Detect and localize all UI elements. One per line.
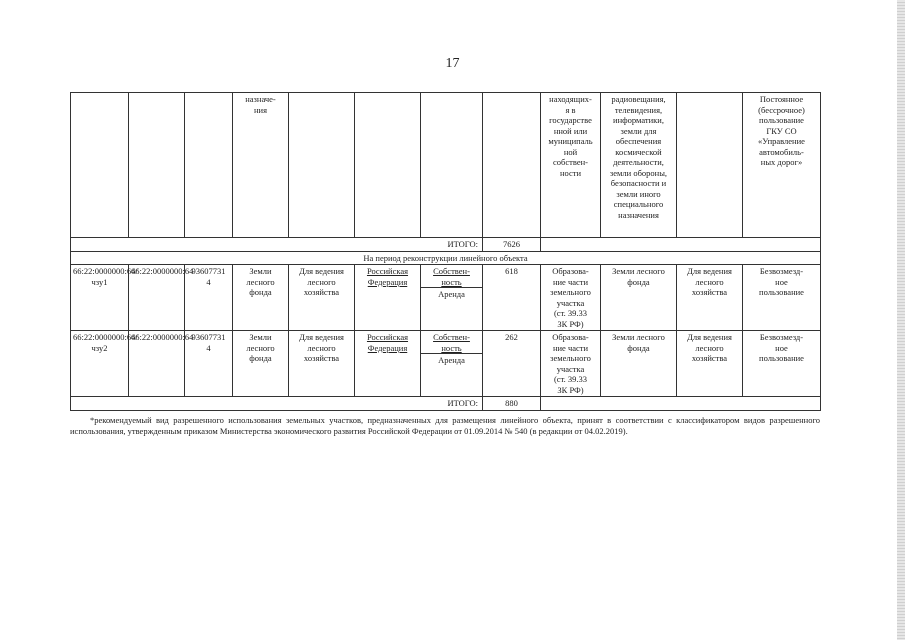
table-cell: Собствен- ность Аренда — [421, 331, 483, 397]
total-label: ИТОГО: — [71, 397, 483, 411]
rental-subcell: Аренда — [421, 287, 482, 300]
table-cell: Российская Федерация — [355, 265, 421, 331]
table-cell: Постоянное (бессрочное) пользование ГКУ СО «Управление автомобиль- ных дорог» — [743, 93, 821, 238]
table-cell: находящих- я в государстве нной или муниципаль ной собствен- ности — [541, 93, 601, 238]
table-cell: Для ведения лесного хозяйства — [289, 331, 355, 397]
table-cell: Земли лесного фонда — [233, 265, 289, 331]
table-cell: 66:22:0000000:64/чзу1 — [71, 265, 129, 331]
page-number: 17 — [445, 56, 460, 71]
table-row — [71, 265, 821, 331]
table-cell: 93607731 4 — [185, 265, 233, 331]
total-label: ИТОГО: — [71, 238, 483, 252]
table-cell: Для ведения лесного хозяйства — [289, 265, 355, 331]
total-value: 880 — [483, 397, 541, 411]
table-cell: Российская Федерация — [355, 331, 421, 397]
table-cell: Для ведения лесного хозяйства — [677, 331, 743, 397]
section-row — [71, 251, 821, 265]
table-cell: Земли лесного фонда — [601, 331, 677, 397]
rental-subcell: Аренда — [421, 353, 482, 366]
table-cell: Для ведения лесного хозяйства — [677, 265, 743, 331]
table-cell: 66:22:0000000:64/чзу2 — [71, 331, 129, 397]
page-edge-shadow — [897, 0, 905, 640]
total-value: 7626 — [483, 238, 541, 252]
table-cell: Земли лесного фонда — [233, 331, 289, 397]
footnote: *рекомендуемый вид разрешенного использования земельных участков, предназначенных для размещения линейного объекта, принят в соответствии с классификатором видов разрешенного использования, утвержденным приказом Министерства экономического развития Российской Федерации от 01.09.2014 № 540 (в редакции от 04.02.2019). — [70, 415, 820, 436]
table-row — [71, 331, 821, 397]
table-cell: 618 — [483, 265, 541, 331]
land-plots-table — [70, 92, 821, 411]
table-cell: 66:22:0000000:64 — [129, 331, 185, 397]
total-row — [71, 397, 821, 411]
table-cell: Безвозмезд- ное пользование — [743, 331, 821, 397]
table-cell: 262 — [483, 331, 541, 397]
table-cell: 66:22:0000000:64 — [129, 265, 185, 331]
table-cell: Земли лесного фонда — [601, 265, 677, 331]
total-row — [71, 238, 821, 252]
table-cell: Безвозмезд- ное пользование — [743, 265, 821, 331]
table-row — [71, 93, 821, 238]
table-cell: Собствен- ность Аренда — [421, 265, 483, 331]
table-cell: Образова- ние части земельного участка (ст. 39.33 ЗК РФ) — [541, 331, 601, 397]
table-cell: 93607731 4 — [185, 331, 233, 397]
section-title: На период реконструкции линейного объекта — [71, 251, 821, 265]
table-cell: назначе- ния — [233, 93, 289, 238]
table-cell: радиовещания, телевидения, информатики, земли для обеспечения космической деятельности, земли обороны, безопасности и земли иного специального назначения — [601, 93, 677, 238]
table-cell: Образова- ние части земельного участка (ст. 39.33 ЗК РФ) — [541, 265, 601, 331]
